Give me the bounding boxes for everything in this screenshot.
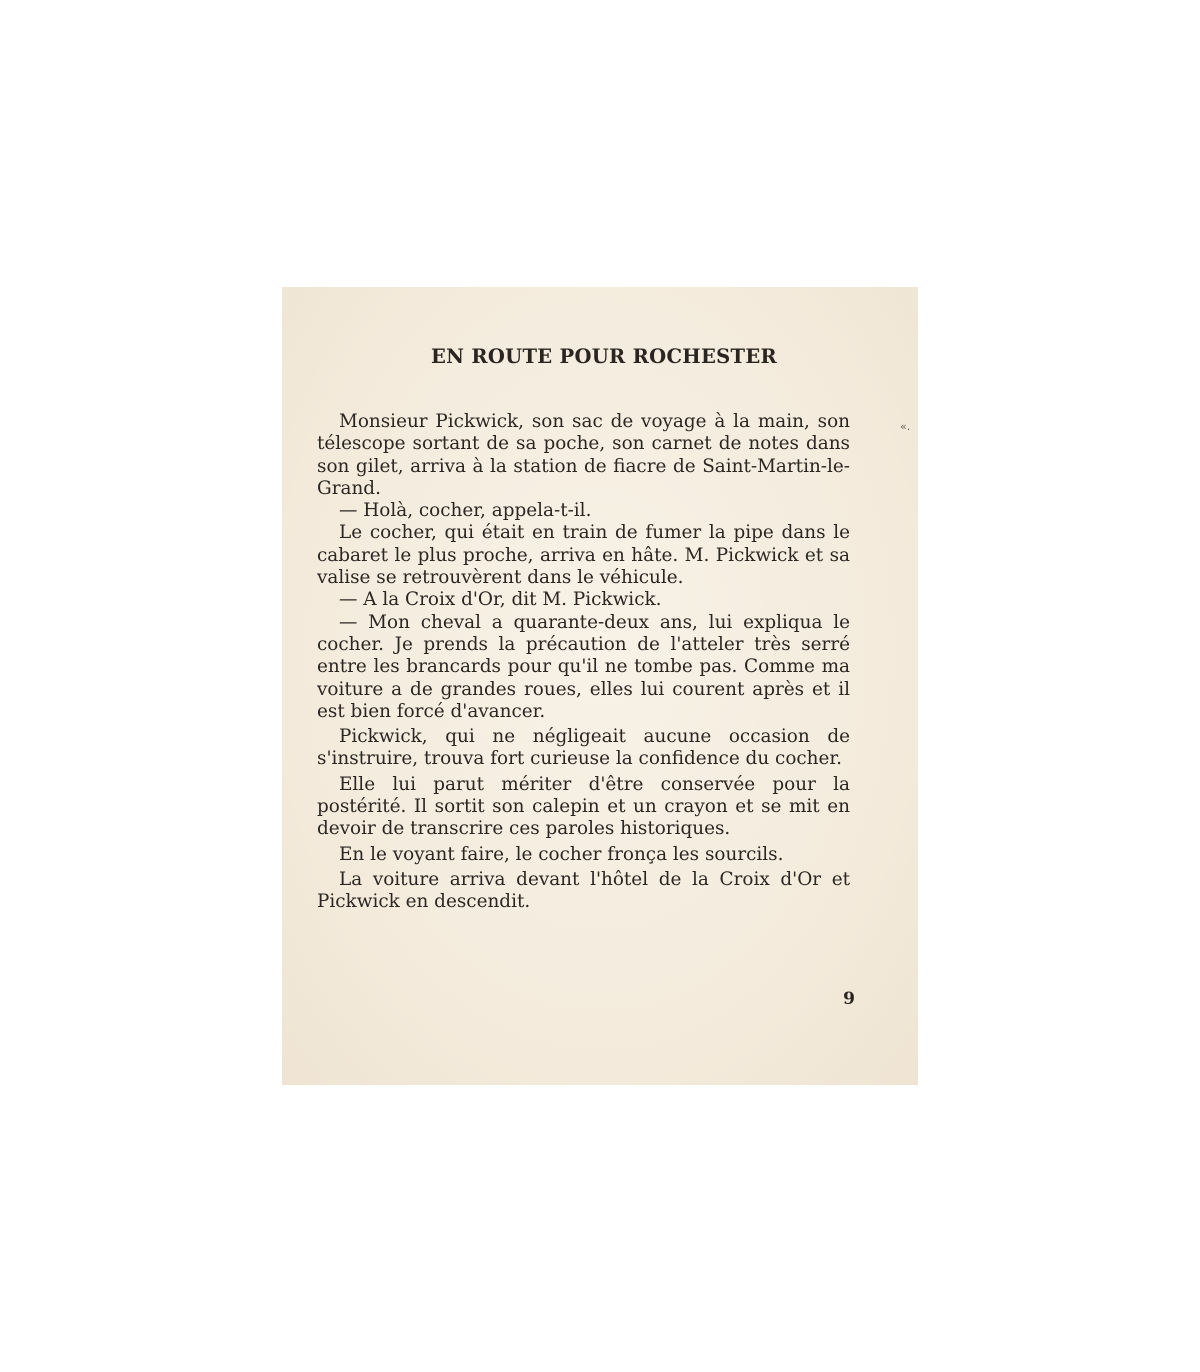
page-body	[317, 411, 850, 914]
paragraph-arrival: Monsieur Pickwick, son sac de voyage à la main, son télescope sortant de sa poche, son carnet de notes dans son gilet, arriva à la station de fiacre de Saint-Martin-le-Grand.	[317, 411, 850, 499]
paragraph-posterite: Elle lui parut mériter d'être conservée pour la postérité. Il sortit son calepin et un crayon et se mit en devoir de transcrire ces paroles historiques.	[317, 773, 850, 840]
paragraph-instruire: Pickwick, qui ne négligeait aucune occasion de s'instruire, trouva fort curieuse la confidence du cocher.	[317, 726, 850, 770]
paragraph-cocher: Le cocher, qui était en train de fumer la pipe dans le cabaret le plus proche, arriva en hâte. M. Pickwick et sa valise se retrouvèrent dans le véhicule.	[317, 522, 850, 589]
paragraph-croix-dor: — A la Croix d'Or, dit M. Pickwick.	[339, 589, 662, 611]
book-page	[282, 287, 918, 1085]
margin-mark: «.	[900, 420, 911, 433]
paragraph-cheval: — Mon cheval a quarante-deux ans, lui expliqua le cocher. Je prends la précaution de l'atteler très serré entre les brancards pour qu'il ne tombe pas. Comme ma voiture a de grandes roues, elles lui courent après et il est bien forcé d'avancer.	[317, 611, 850, 722]
page-number: 9	[843, 989, 855, 1009]
paragraph-descendit: La voiture arriva devant l'hôtel de la Croix d'Or et Pickwick en descendit.	[317, 868, 850, 913]
paragraph-sourcils: En le voyant faire, le cocher fronça les sourcils.	[339, 843, 784, 865]
chapter-title: EN ROUTE POUR ROCHESTER	[430, 345, 778, 368]
paragraph-hola: — Holà, cocher, appela-t-il.	[339, 500, 592, 522]
